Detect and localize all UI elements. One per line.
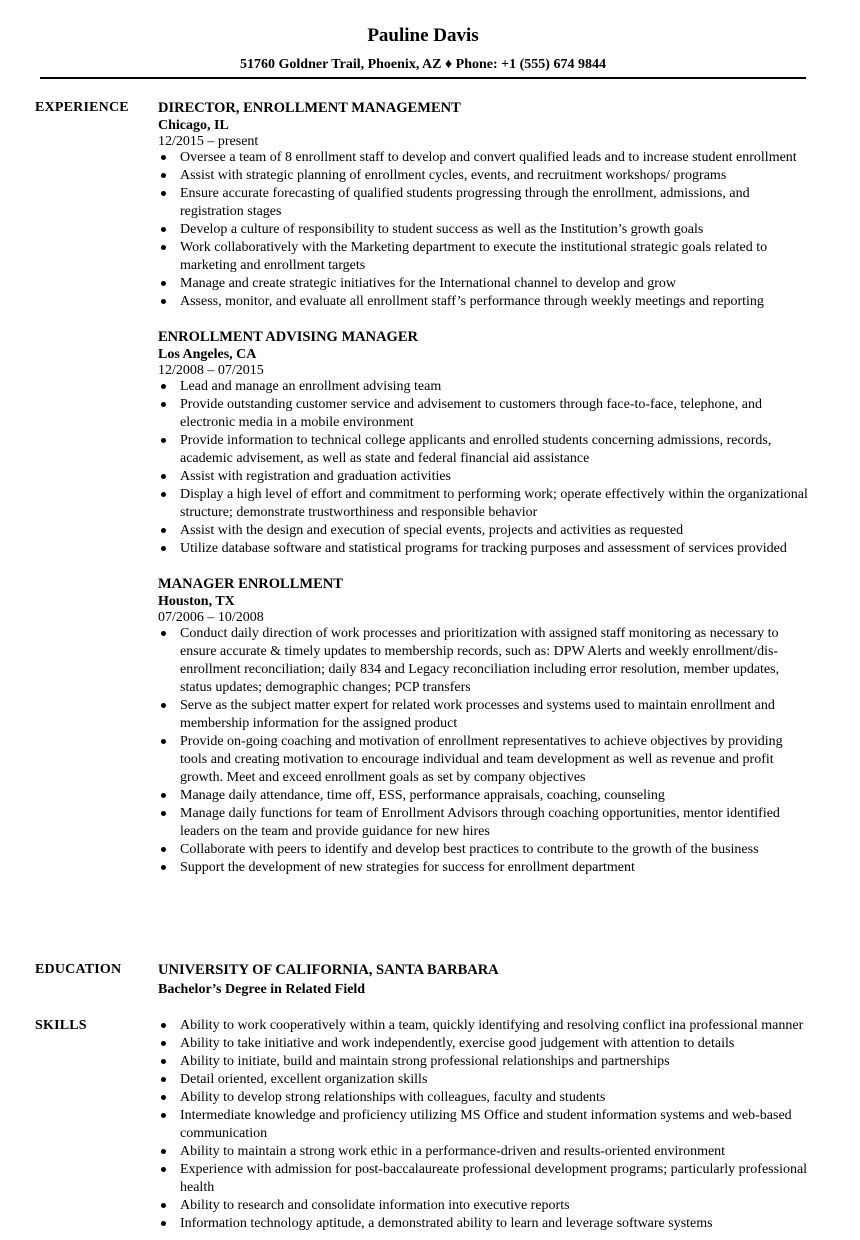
bullet-item: Develop a culture of responsibility to student success as well as the Institution’s growth goals (158, 221, 813, 239)
education-entry (158, 961, 813, 1001)
experience-heading: EXPERIENCE (35, 100, 129, 115)
bullet-item: Utilize database software and statistical programs for tracking purposes and assessment of services provided (158, 540, 813, 558)
skills-list (158, 1017, 813, 1233)
bullet-item: Manage daily functions for team of Enrollment Advisors through coaching opportunities, mentor identified leaders on the team and provide guidance for new hires (158, 805, 813, 841)
bullet-item: Provide on-going coaching and motivation of enrollment representatives to achieve objectives by providing tools and creating motivation to encourage individual and team development as well as revenue and profit growth. Meet and exceed enrollment goals as set by company objectives (158, 733, 813, 787)
skill-item: Detail oriented, excellent organization skills (158, 1071, 813, 1089)
bullet-item: Display a high level of effort and commitment to performing work; operate effectively within the organizational structure; demonstrate trustworthiness and responsible behavior (158, 486, 813, 522)
bullet-item: Serve as the subject matter expert for related work processes and systems used to maintain enrollment and membership information for the assigned product (158, 697, 813, 733)
resume-header (40, 24, 806, 74)
education-heading: EDUCATION (35, 962, 122, 977)
skills-bullets (158, 1017, 813, 1233)
job-bullets (158, 625, 813, 877)
skill-item: Intermediate knowledge and proficiency utilizing MS Office and student information systems and web-based communication (158, 1107, 813, 1143)
bullet-item: Lead and manage an enrollment advising team (158, 378, 813, 396)
experience-list (158, 99, 813, 894)
skill-item: Ability to develop strong relationships with colleagues, faculty and students (158, 1089, 813, 1107)
header-divider (40, 77, 806, 79)
bullet-item: Assist with the design and execution of special events, projects and activities as requested (158, 522, 813, 540)
bullet-item: Work collaboratively with the Marketing department to execute the institutional strategic goals related to marketing and enrollment targets (158, 239, 813, 275)
degree: Bachelor’s Degree in Related Field (158, 982, 366, 997)
job-location: Houston, TX (158, 594, 235, 609)
bullet-item: Assist with registration and graduation activities (158, 468, 813, 486)
bullet-item: Manage and create strategic initiatives for the International channel to develop and grow (158, 275, 813, 293)
school-name: UNIVERSITY OF CALIFORNIA, SANTA BARBARA (158, 962, 499, 978)
bullet-item: Provide information to technical college applicants and enrolled students concerning admissions, records, academic advisement, as well as state and federal financial aid assistance (158, 432, 813, 468)
skill-item: Ability to work cooperatively within a team, quickly identifying and resolving conflict ina professional manner (158, 1017, 813, 1035)
job-location: Chicago, IL (158, 118, 229, 133)
bullet-item: Collaborate with peers to identify and develop best practices to contribute to the growth of the business (158, 841, 813, 859)
bullet-item: Conduct daily direction of work processes and prioritization with assigned staff monitoring as necessary to ensure accurate & timely updates to membership records, such as: DPW Alerts and weekly enrollment/dis-enrollment reconciliation; daily 834 and Legacy reconciliation including error resolution, member updates, status updates; demographic changes; PCP transfers (158, 625, 813, 697)
bullet-item: Assist with strategic planning of enrollment cycles, events, and recruitment workshops/ programs (158, 167, 813, 185)
skill-item: Ability to maintain a strong work ethic in a performance-driven and results-oriented environment (158, 1143, 813, 1161)
contact-line: 51760 Goldner Trail, Phoenix, AZ ♦ Phone: +1 (555) 674 9844 (240, 57, 606, 72)
job-dates: 12/2008 – 07/2015 (158, 363, 264, 378)
skills-heading: SKILLS (35, 1018, 87, 1033)
job-location: Los Angeles, CA (158, 347, 257, 362)
bullet-item: Manage daily attendance, time off, ESS, performance appraisals, coaching, counseling (158, 787, 813, 805)
job-title: ENROLLMENT ADVISING MANAGER (158, 329, 418, 345)
job-dates: 12/2015 – present (158, 134, 259, 149)
bullet-item: Provide outstanding customer service and advisement to customers through face-to-face, telephone, and electronic media in a mobile environment (158, 396, 813, 432)
job-dates: 07/2006 – 10/2008 (158, 610, 264, 625)
skill-item: Experience with admission for post-baccalaureate professional development programs; particularly professional health (158, 1161, 813, 1197)
skill-item: Ability to initiate, build and maintain strong professional relationships and partnerships (158, 1053, 813, 1071)
bullet-item: Oversee a team of 8 enrollment staff to develop and convert qualified leads and to increase student enrollment (158, 149, 813, 167)
job-title: DIRECTOR, ENROLLMENT MANAGEMENT (158, 100, 461, 116)
skill-item: Ability to take initiative and work independently, exercise good judgement with attention to details (158, 1035, 813, 1053)
job-entry (158, 328, 813, 558)
skill-item: Information technology aptitude, a demonstrated ability to learn and leverage software systems (158, 1215, 813, 1233)
bullet-item: Ensure accurate forecasting of qualified students progressing through the enrollment, admissions, and registration stages (158, 185, 813, 221)
skill-item: Ability to research and consolidate information into executive reports (158, 1197, 813, 1215)
bullet-item: Support the development of new strategies for success for enrollment department (158, 859, 813, 877)
job-bullets (158, 149, 813, 311)
job-entry (158, 575, 813, 877)
job-entry (158, 99, 813, 311)
job-bullets (158, 378, 813, 558)
bullet-item: Assess, monitor, and evaluate all enrollment staff’s performance through weekly meetings and reporting (158, 293, 813, 311)
candidate-name: Pauline Davis (367, 25, 479, 46)
job-title: MANAGER ENROLLMENT (158, 576, 343, 592)
